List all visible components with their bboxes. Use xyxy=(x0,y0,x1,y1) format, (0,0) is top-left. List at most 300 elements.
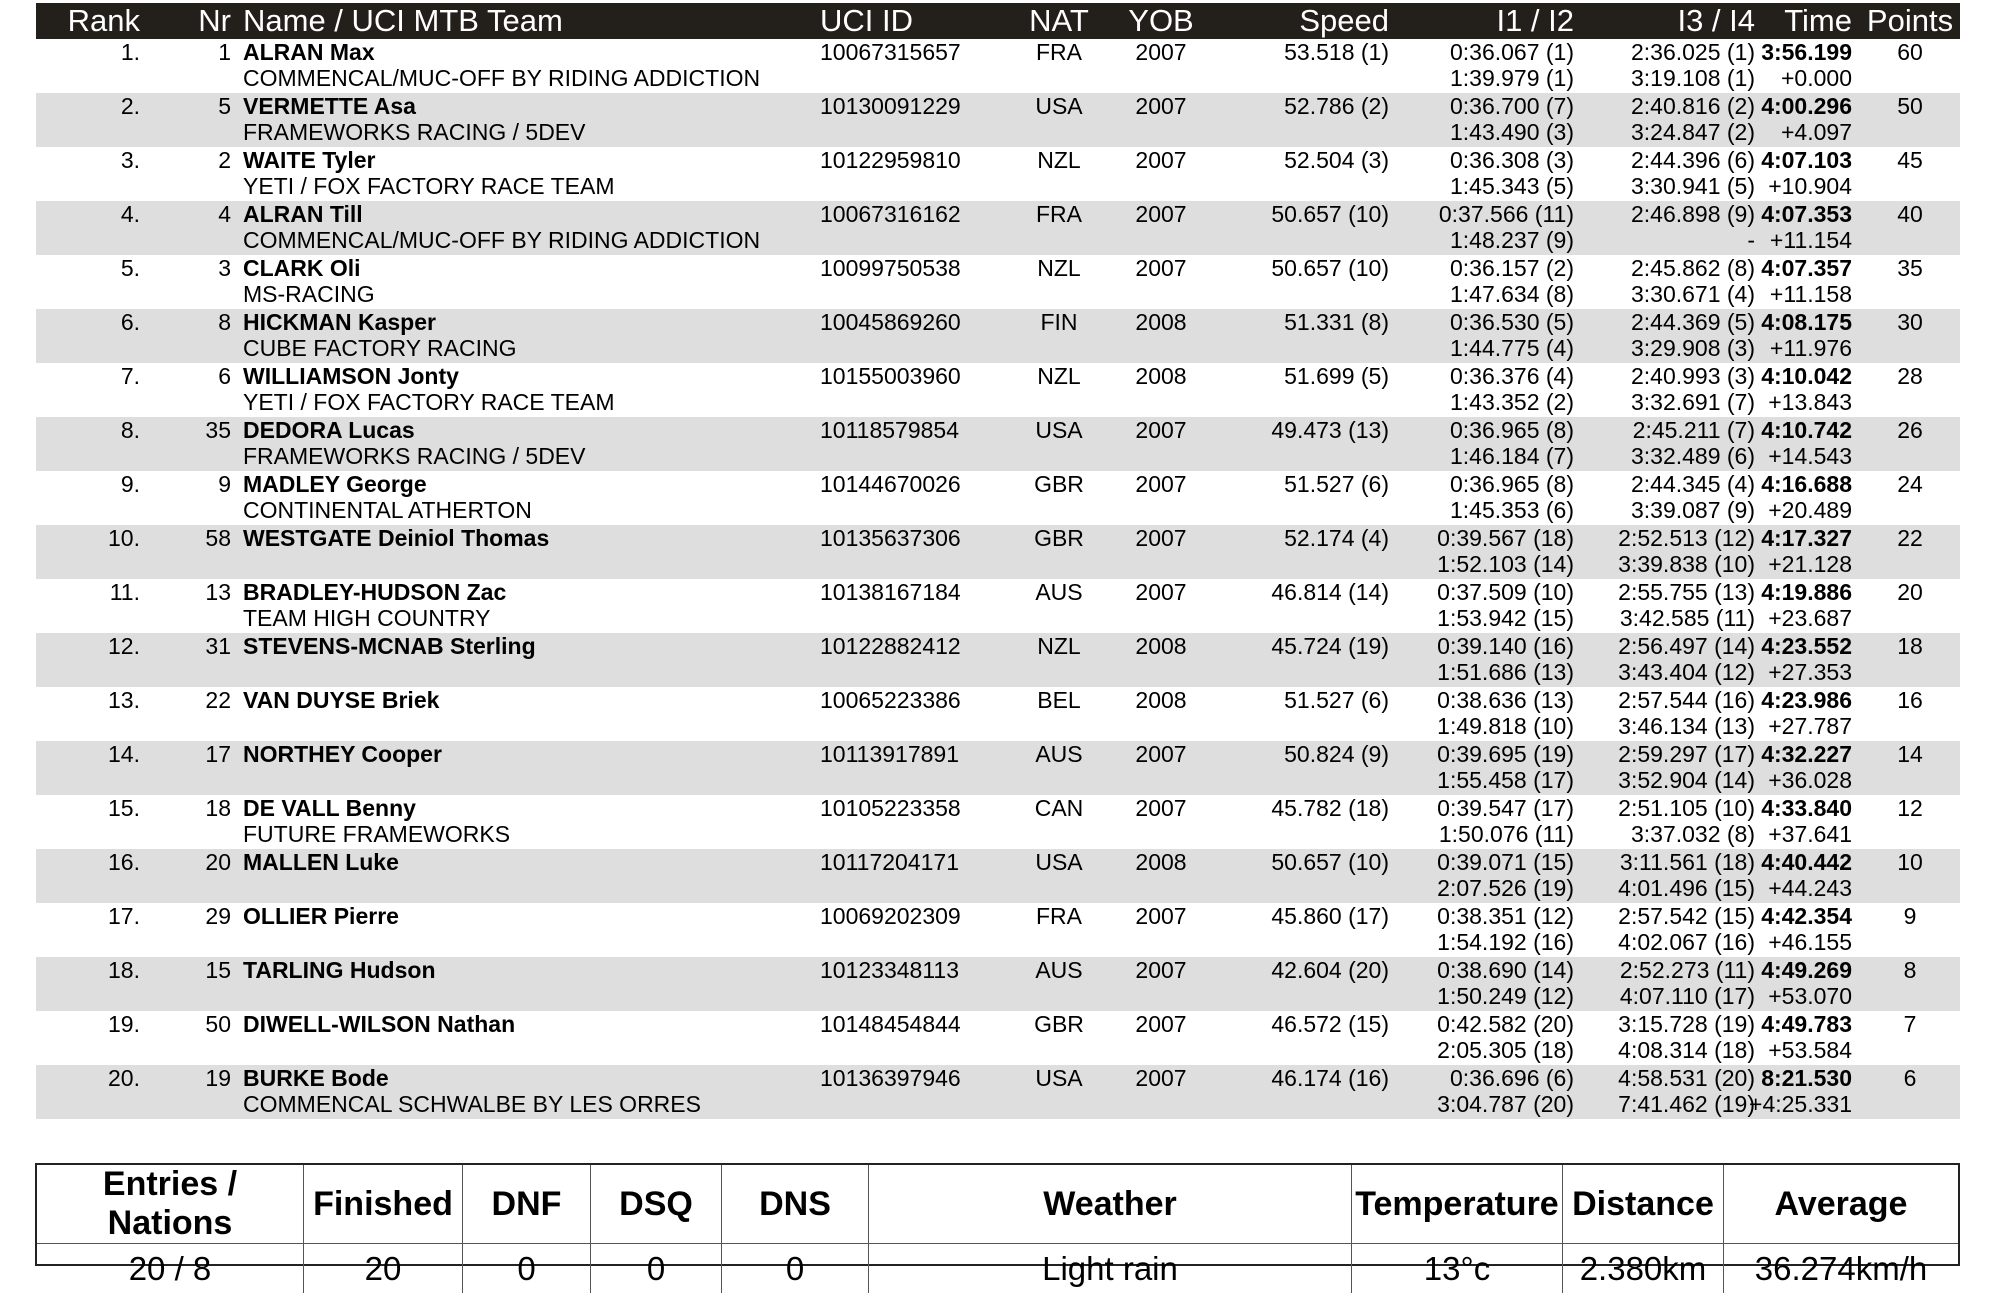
split-i1-cell: 0:36.696 (6) xyxy=(1450,1065,1574,1091)
rider-name-cell: WILLIAMSON Jonty xyxy=(243,363,459,389)
split-i1-cell: 0:39.547 (17) xyxy=(1437,795,1574,821)
bib-number-cell: 9 xyxy=(218,471,231,497)
uci-id-cell: 10113917891 xyxy=(820,741,959,767)
uci-id-cell: 10130091229 xyxy=(820,93,961,119)
results-table xyxy=(36,3,1960,1119)
split-i1-cell: 0:39.140 (16) xyxy=(1437,633,1574,659)
split-i1-cell: 0:36.157 (2) xyxy=(1450,255,1574,281)
rider-name-cell: DEDORA Lucas xyxy=(243,417,415,443)
bib-number-cell: 58 xyxy=(205,525,231,551)
split-i4-cell: 4:08.314 (18) xyxy=(1618,1037,1755,1063)
uci-id-cell: 10065223386 xyxy=(820,687,961,713)
speed-cell: 50.657 (10) xyxy=(1271,201,1389,227)
table-row xyxy=(36,579,1960,633)
time-gap-cell: +13.843 xyxy=(1768,389,1852,415)
rank-cell: 18. xyxy=(108,957,140,983)
finish-time-cell: 4:00.296 xyxy=(1761,93,1852,119)
year-of-birth-cell: 2007 xyxy=(1121,903,1201,929)
split-i2-cell: 1:47.634 (8) xyxy=(1450,281,1574,307)
bib-number-cell: 20 xyxy=(205,849,231,875)
rider-name-cell: WESTGATE Deiniol Thomas xyxy=(243,525,549,551)
points-cell: 45 xyxy=(1860,147,1960,173)
summary-header-weather: Weather xyxy=(869,1165,1352,1244)
split-i4-cell: 3:32.691 (7) xyxy=(1631,389,1755,415)
rank-cell: 10. xyxy=(108,525,140,551)
year-of-birth-cell: 2007 xyxy=(1121,1065,1201,1091)
split-i3-cell: 2:45.211 (7) xyxy=(1633,417,1755,443)
summary-header-dnf: DNF xyxy=(463,1165,591,1244)
year-of-birth-cell: 2007 xyxy=(1121,1011,1201,1037)
rider-name-cell: WAITE Tyler xyxy=(243,147,376,173)
split-i3-cell: 2:52.513 (12) xyxy=(1618,525,1755,551)
split-i4-cell: 4:02.067 (16) xyxy=(1618,929,1755,955)
rider-name-cell: STEVENS-MCNAB Sterling xyxy=(243,633,536,659)
split-i2-cell: 1:43.352 (2) xyxy=(1450,389,1574,415)
nationality-cell: GBR xyxy=(1009,1011,1109,1037)
points-cell: 60 xyxy=(1860,39,1960,65)
split-i4-cell: 3:24.847 (2) xyxy=(1631,119,1755,145)
split-i4-cell: 3:37.032 (8) xyxy=(1631,821,1755,847)
split-i2-cell: 1:46.184 (7) xyxy=(1450,443,1574,469)
uci-id-cell: 10069202309 xyxy=(820,903,961,929)
rider-name-cell: VERMETTE Asa xyxy=(243,93,416,119)
year-of-birth-cell: 2007 xyxy=(1121,741,1201,767)
speed-cell: 50.657 (10) xyxy=(1271,255,1389,281)
rank-cell: 6. xyxy=(121,309,140,335)
time-gap-cell: +11.158 xyxy=(1770,281,1852,307)
rank-cell: 17. xyxy=(108,903,140,929)
uci-id-cell: 10136397946 xyxy=(820,1065,961,1091)
rank-cell: 5. xyxy=(121,255,140,281)
summary-distance-value: 2.380km xyxy=(1563,1244,1724,1293)
bib-number-cell: 17 xyxy=(205,741,231,767)
year-of-birth-cell: 2007 xyxy=(1121,255,1201,281)
summary-temperature-value: 13°c xyxy=(1352,1244,1563,1293)
split-i4-cell: 3:43.404 (12) xyxy=(1618,659,1755,685)
table-row xyxy=(36,795,1960,849)
time-gap-cell: +4.097 xyxy=(1781,119,1852,145)
summary-header-dsq: DSQ xyxy=(591,1165,722,1244)
split-i2-cell: 1:45.353 (6) xyxy=(1450,497,1574,523)
summary-header-entries: Entries / Nations xyxy=(37,1165,304,1244)
nationality-cell: USA xyxy=(1009,1065,1109,1091)
split-i1-cell: 0:36.700 (7) xyxy=(1450,93,1574,119)
bib-number-cell: 18 xyxy=(205,795,231,821)
uci-id-cell: 10122882412 xyxy=(820,633,961,659)
split-i3-cell: 2:44.396 (6) xyxy=(1631,147,1755,173)
split-i3-cell: 2:44.345 (4) xyxy=(1631,471,1755,497)
finish-time-cell: 4:07.357 xyxy=(1761,255,1852,281)
points-cell: 9 xyxy=(1860,903,1960,929)
summary-header-distance: Distance xyxy=(1563,1165,1724,1244)
rider-name-cell: ALRAN Till xyxy=(243,201,363,227)
table-row xyxy=(36,471,1960,525)
split-i1-cell: 0:39.071 (15) xyxy=(1437,849,1574,875)
split-i3-cell: 3:15.728 (19) xyxy=(1618,1011,1755,1037)
time-gap-cell: +27.787 xyxy=(1768,713,1852,739)
split-i1-cell: 0:39.695 (19) xyxy=(1437,741,1574,767)
table-row xyxy=(36,39,1960,93)
header-yob: YOB xyxy=(1121,4,1201,38)
team-name-cell: COMMENCAL/MUC-OFF BY RIDING ADDICTION xyxy=(243,65,760,91)
split-i1-cell: 0:37.509 (10) xyxy=(1437,579,1574,605)
split-i1-cell: 0:36.067 (1) xyxy=(1450,39,1574,65)
table-row xyxy=(36,147,1960,201)
time-gap-cell: +44.243 xyxy=(1768,875,1852,901)
split-i3-cell: 2:36.025 (1) xyxy=(1631,39,1755,65)
finish-time-cell: 4:23.986 xyxy=(1761,687,1852,713)
finish-time-cell: 8:21.530 xyxy=(1761,1065,1852,1091)
team-name-cell: COMMENCAL/MUC-OFF BY RIDING ADDICTION xyxy=(243,227,760,253)
bib-number-cell: 1 xyxy=(218,39,231,65)
table-row xyxy=(36,633,1960,687)
time-gap-cell: +20.489 xyxy=(1768,497,1852,523)
uci-id-cell: 10155003960 xyxy=(820,363,961,389)
rank-cell: 15. xyxy=(108,795,140,821)
rider-name-cell: OLLIER Pierre xyxy=(243,903,399,929)
split-i1-cell: 0:38.351 (12) xyxy=(1437,903,1574,929)
header-rank: Rank xyxy=(68,4,140,38)
rider-name-cell: BURKE Bode xyxy=(243,1065,389,1091)
split-i2-cell: 1:50.076 (11) xyxy=(1439,821,1574,847)
time-gap-cell: +53.584 xyxy=(1768,1037,1852,1063)
speed-cell: 53.518 (1) xyxy=(1284,39,1389,65)
table-row xyxy=(36,1011,1960,1065)
header-points: Points xyxy=(1860,4,1960,38)
table-row xyxy=(36,309,1960,363)
speed-cell: 45.860 (17) xyxy=(1271,903,1389,929)
split-i2-cell: 2:07.526 (19) xyxy=(1437,875,1574,901)
split-i3-cell: 2:57.544 (16) xyxy=(1618,687,1755,713)
speed-cell: 52.786 (2) xyxy=(1284,93,1389,119)
finish-time-cell: 4:19.886 xyxy=(1761,579,1852,605)
uci-id-cell: 10067316162 xyxy=(820,201,961,227)
uci-id-cell: 10148454844 xyxy=(820,1011,961,1037)
uci-id-cell: 10138167184 xyxy=(820,579,961,605)
time-gap-cell: +46.155 xyxy=(1768,929,1852,955)
summary-header-row xyxy=(37,1165,1958,1244)
time-gap-cell: +36.028 xyxy=(1768,767,1852,793)
speed-cell: 51.527 (6) xyxy=(1284,687,1389,713)
split-i1-cell: 0:36.530 (5) xyxy=(1450,309,1574,335)
points-cell: 16 xyxy=(1860,687,1960,713)
rank-cell: 1. xyxy=(121,39,140,65)
points-cell: 30 xyxy=(1860,309,1960,335)
year-of-birth-cell: 2007 xyxy=(1121,39,1201,65)
time-gap-cell: +14.543 xyxy=(1768,443,1852,469)
nationality-cell: AUS xyxy=(1009,741,1109,767)
rider-name-cell: MALLEN Luke xyxy=(243,849,399,875)
finish-time-cell: 4:49.783 xyxy=(1761,1011,1852,1037)
split-i3-cell: 2:44.369 (5) xyxy=(1631,309,1755,335)
table-row xyxy=(36,1065,1960,1119)
split-i2-cell: 1:52.103 (14) xyxy=(1437,551,1574,577)
bib-number-cell: 31 xyxy=(205,633,231,659)
rank-cell: 16. xyxy=(108,849,140,875)
year-of-birth-cell: 2008 xyxy=(1121,309,1201,335)
split-i2-cell: 1:43.490 (3) xyxy=(1450,119,1574,145)
team-name-cell: TEAM HIGH COUNTRY xyxy=(243,605,490,631)
finish-time-cell: 4:40.442 xyxy=(1761,849,1852,875)
points-cell: 50 xyxy=(1860,93,1960,119)
finish-time-cell: 3:56.199 xyxy=(1761,39,1852,65)
finish-time-cell: 4:08.175 xyxy=(1761,309,1852,335)
summary-table xyxy=(37,1165,1958,1293)
rank-cell: 7. xyxy=(121,363,140,389)
time-gap-cell: +23.687 xyxy=(1768,605,1852,631)
split-i3-cell: 2:51.105 (10) xyxy=(1618,795,1755,821)
split-i3-cell: 4:58.531 (20) xyxy=(1618,1065,1755,1091)
year-of-birth-cell: 2007 xyxy=(1121,795,1201,821)
uci-id-cell: 10099750538 xyxy=(820,255,961,281)
bib-number-cell: 50 xyxy=(205,1011,231,1037)
finish-time-cell: 4:33.840 xyxy=(1761,795,1852,821)
summary-header-finished: Finished xyxy=(304,1165,463,1244)
table-row xyxy=(36,417,1960,471)
points-cell: 26 xyxy=(1860,417,1960,443)
speed-cell: 46.174 (16) xyxy=(1271,1065,1389,1091)
header-uci-id: UCI ID xyxy=(820,4,913,38)
uci-id-cell: 10117204171 xyxy=(820,849,959,875)
summary-weather-value: Light rain xyxy=(869,1244,1352,1293)
split-i3-cell: 2:57.542 (15) xyxy=(1618,903,1755,929)
nationality-cell: BEL xyxy=(1009,687,1109,713)
team-name-cell: FRAMEWORKS RACING / 5DEV xyxy=(243,443,585,469)
split-i2-cell: 1:50.249 (12) xyxy=(1437,983,1574,1009)
split-i1-cell: 0:37.566 (11) xyxy=(1439,201,1574,227)
split-i2-cell: 1:55.458 (17) xyxy=(1437,767,1574,793)
header-i34: I3 / I4 xyxy=(1677,4,1755,38)
summary-value-row xyxy=(37,1244,1958,1293)
nationality-cell: GBR xyxy=(1009,471,1109,497)
bib-number-cell: 3 xyxy=(218,255,231,281)
header-nat: NAT xyxy=(1009,4,1109,38)
points-cell: 20 xyxy=(1860,579,1960,605)
table-row xyxy=(36,525,1960,579)
speed-cell: 51.699 (5) xyxy=(1284,363,1389,389)
split-i4-cell: 7:41.462 (19) xyxy=(1618,1091,1755,1117)
split-i3-cell: 2:46.898 (9) xyxy=(1631,201,1755,227)
nationality-cell: NZL xyxy=(1009,255,1109,281)
nationality-cell: USA xyxy=(1009,417,1109,443)
split-i3-cell: 2:55.755 (13) xyxy=(1618,579,1755,605)
summary-entries-value: 20 / 8 xyxy=(37,1244,304,1293)
uci-id-cell: 10045869260 xyxy=(820,309,961,335)
time-gap-cell: +4:25.331 xyxy=(1749,1091,1852,1117)
finish-time-cell: 4:42.354 xyxy=(1761,903,1852,929)
split-i1-cell: 0:36.965 (8) xyxy=(1450,471,1574,497)
split-i4-cell: 3:30.941 (5) xyxy=(1631,173,1755,199)
nationality-cell: USA xyxy=(1009,849,1109,875)
finish-time-cell: 4:07.103 xyxy=(1761,147,1852,173)
split-i4-cell: 4:01.496 (15) xyxy=(1618,875,1755,901)
time-gap-cell: +53.070 xyxy=(1768,983,1852,1009)
uci-id-cell: 10067315657 xyxy=(820,39,961,65)
time-gap-cell: +11.154 xyxy=(1770,227,1852,253)
table-row xyxy=(36,363,1960,417)
split-i2-cell: 1:51.686 (13) xyxy=(1437,659,1574,685)
speed-cell: 49.473 (13) xyxy=(1271,417,1389,443)
points-cell: 7 xyxy=(1860,1011,1960,1037)
rider-name-cell: CLARK Oli xyxy=(243,255,361,281)
nationality-cell: NZL xyxy=(1009,633,1109,659)
uci-id-cell: 10118579854 xyxy=(820,417,959,443)
team-name-cell: CONTINENTAL ATHERTON xyxy=(243,497,532,523)
points-cell: 35 xyxy=(1860,255,1960,281)
year-of-birth-cell: 2008 xyxy=(1121,849,1201,875)
finish-time-cell: 4:32.227 xyxy=(1761,741,1852,767)
split-i2-cell: 1:45.343 (5) xyxy=(1450,173,1574,199)
table-row xyxy=(36,687,1960,741)
split-i4-cell: - xyxy=(1747,227,1755,253)
split-i4-cell: 3:39.087 (9) xyxy=(1631,497,1755,523)
nationality-cell: AUS xyxy=(1009,579,1109,605)
finish-time-cell: 4:17.327 xyxy=(1761,525,1852,551)
summary-finished-value: 20 xyxy=(304,1244,463,1293)
split-i4-cell: 3:46.134 (13) xyxy=(1618,713,1755,739)
bib-number-cell: 8 xyxy=(218,309,231,335)
split-i3-cell: 2:40.816 (2) xyxy=(1631,93,1755,119)
split-i4-cell: 3:19.108 (1) xyxy=(1631,65,1755,91)
speed-cell: 50.824 (9) xyxy=(1284,741,1389,767)
year-of-birth-cell: 2007 xyxy=(1121,957,1201,983)
split-i1-cell: 0:36.965 (8) xyxy=(1450,417,1574,443)
split-i2-cell: 1:44.775 (4) xyxy=(1450,335,1574,361)
summary-header-dns: DNS xyxy=(722,1165,869,1244)
rank-cell: 4. xyxy=(121,201,140,227)
split-i4-cell: 3:42.585 (11) xyxy=(1620,605,1755,631)
speed-cell: 42.604 (20) xyxy=(1271,957,1389,983)
uci-id-cell: 10122959810 xyxy=(820,147,961,173)
rank-cell: 12. xyxy=(108,633,140,659)
finish-time-cell: 4:07.353 xyxy=(1761,201,1852,227)
bib-number-cell: 19 xyxy=(205,1065,231,1091)
split-i3-cell: 2:56.497 (14) xyxy=(1618,633,1755,659)
split-i3-cell: 3:11.561 (18) xyxy=(1620,849,1755,875)
year-of-birth-cell: 2008 xyxy=(1121,633,1201,659)
rank-cell: 11. xyxy=(110,579,140,605)
split-i4-cell: 3:29.908 (3) xyxy=(1631,335,1755,361)
split-i3-cell: 2:45.862 (8) xyxy=(1631,255,1755,281)
split-i1-cell: 0:42.582 (20) xyxy=(1437,1011,1574,1037)
rider-name-cell: HICKMAN Kasper xyxy=(243,309,436,335)
rank-cell: 8. xyxy=(121,417,140,443)
finish-time-cell: 4:49.269 xyxy=(1761,957,1852,983)
rank-cell: 20. xyxy=(108,1065,140,1091)
header-speed: Speed xyxy=(1299,4,1389,38)
uci-id-cell: 10144670026 xyxy=(820,471,961,497)
nationality-cell: FRA xyxy=(1009,39,1109,65)
year-of-birth-cell: 2007 xyxy=(1121,417,1201,443)
rider-name-cell: TARLING Hudson xyxy=(243,957,436,983)
header-i12: I1 / I2 xyxy=(1496,4,1574,38)
rider-name-cell: DE VALL Benny xyxy=(243,795,416,821)
bib-number-cell: 5 xyxy=(218,93,231,119)
bib-number-cell: 6 xyxy=(218,363,231,389)
year-of-birth-cell: 2007 xyxy=(1121,525,1201,551)
time-gap-cell: +27.353 xyxy=(1768,659,1852,685)
team-name-cell: FUTURE FRAMEWORKS xyxy=(243,821,510,847)
table-row xyxy=(36,93,1960,147)
split-i2-cell: 1:39.979 (1) xyxy=(1450,65,1574,91)
summary-dsq-value: 0 xyxy=(591,1244,722,1293)
team-name-cell: MS-RACING xyxy=(243,281,375,307)
header-time: Time xyxy=(1784,4,1852,38)
summary-average-value: 36.274km/h xyxy=(1724,1244,1959,1293)
points-cell: 6 xyxy=(1860,1065,1960,1091)
split-i3-cell: 2:40.993 (3) xyxy=(1631,363,1755,389)
rider-name-cell: BRADLEY-HUDSON Zac xyxy=(243,579,506,605)
speed-cell: 45.782 (18) xyxy=(1271,795,1389,821)
rank-cell: 9. xyxy=(121,471,140,497)
rank-cell: 14. xyxy=(108,741,140,767)
uci-id-cell: 10135637306 xyxy=(820,525,961,551)
split-i3-cell: 2:52.273 (11) xyxy=(1620,957,1755,983)
nationality-cell: CAN xyxy=(1009,795,1109,821)
results-header-row xyxy=(36,3,1960,39)
split-i1-cell: 0:39.567 (18) xyxy=(1437,525,1574,551)
finish-time-cell: 4:16.688 xyxy=(1761,471,1852,497)
uci-id-cell: 10123348113 xyxy=(820,957,959,983)
year-of-birth-cell: 2008 xyxy=(1121,687,1201,713)
summary-header-average: Average xyxy=(1724,1165,1959,1244)
nationality-cell: GBR xyxy=(1009,525,1109,551)
speed-cell: 52.504 (3) xyxy=(1284,147,1389,173)
points-cell: 10 xyxy=(1860,849,1960,875)
bib-number-cell: 2 xyxy=(218,147,231,173)
team-name-cell: COMMENCAL SCHWALBE BY LES ORRES xyxy=(243,1091,701,1117)
team-name-cell: FRAMEWORKS RACING / 5DEV xyxy=(243,119,585,145)
table-row xyxy=(36,849,1960,903)
year-of-birth-cell: 2007 xyxy=(1121,201,1201,227)
speed-cell: 45.724 (19) xyxy=(1271,633,1389,659)
nationality-cell: FRA xyxy=(1009,903,1109,929)
team-name-cell: YETI / FOX FACTORY RACE TEAM xyxy=(243,389,615,415)
table-row xyxy=(36,201,1960,255)
time-gap-cell: +0.000 xyxy=(1781,65,1852,91)
time-gap-cell: +37.641 xyxy=(1768,821,1852,847)
uci-id-cell: 10105223358 xyxy=(820,795,961,821)
header-nr: Nr xyxy=(198,4,231,38)
speed-cell: 50.657 (10) xyxy=(1271,849,1389,875)
rider-name-cell: ALRAN Max xyxy=(243,39,375,65)
rank-cell: 3. xyxy=(121,147,140,173)
results-body xyxy=(36,39,1960,1119)
split-i2-cell: 1:48.237 (9) xyxy=(1450,227,1574,253)
split-i3-cell: 2:59.297 (17) xyxy=(1618,741,1755,767)
year-of-birth-cell: 2007 xyxy=(1121,93,1201,119)
split-i4-cell: 3:32.489 (6) xyxy=(1631,443,1755,469)
header-name: Name / UCI MTB Team xyxy=(243,4,563,38)
nationality-cell: NZL xyxy=(1009,147,1109,173)
speed-cell: 46.572 (15) xyxy=(1271,1011,1389,1037)
finish-time-cell: 4:23.552 xyxy=(1761,633,1852,659)
points-cell: 8 xyxy=(1860,957,1960,983)
split-i2-cell: 1:49.818 (10) xyxy=(1437,713,1574,739)
year-of-birth-cell: 2007 xyxy=(1121,579,1201,605)
nationality-cell: NZL xyxy=(1009,363,1109,389)
speed-cell: 52.174 (4) xyxy=(1284,525,1389,551)
split-i2-cell: 3:04.787 (20) xyxy=(1437,1091,1574,1117)
points-cell: 24 xyxy=(1860,471,1960,497)
bib-number-cell: 4 xyxy=(218,201,231,227)
bib-number-cell: 29 xyxy=(205,903,231,929)
split-i1-cell: 0:36.376 (4) xyxy=(1450,363,1574,389)
rider-name-cell: MADLEY George xyxy=(243,471,427,497)
split-i4-cell: 4:07.110 (17) xyxy=(1620,983,1755,1009)
rank-cell: 19. xyxy=(108,1011,140,1037)
team-name-cell: CUBE FACTORY RACING xyxy=(243,335,517,361)
